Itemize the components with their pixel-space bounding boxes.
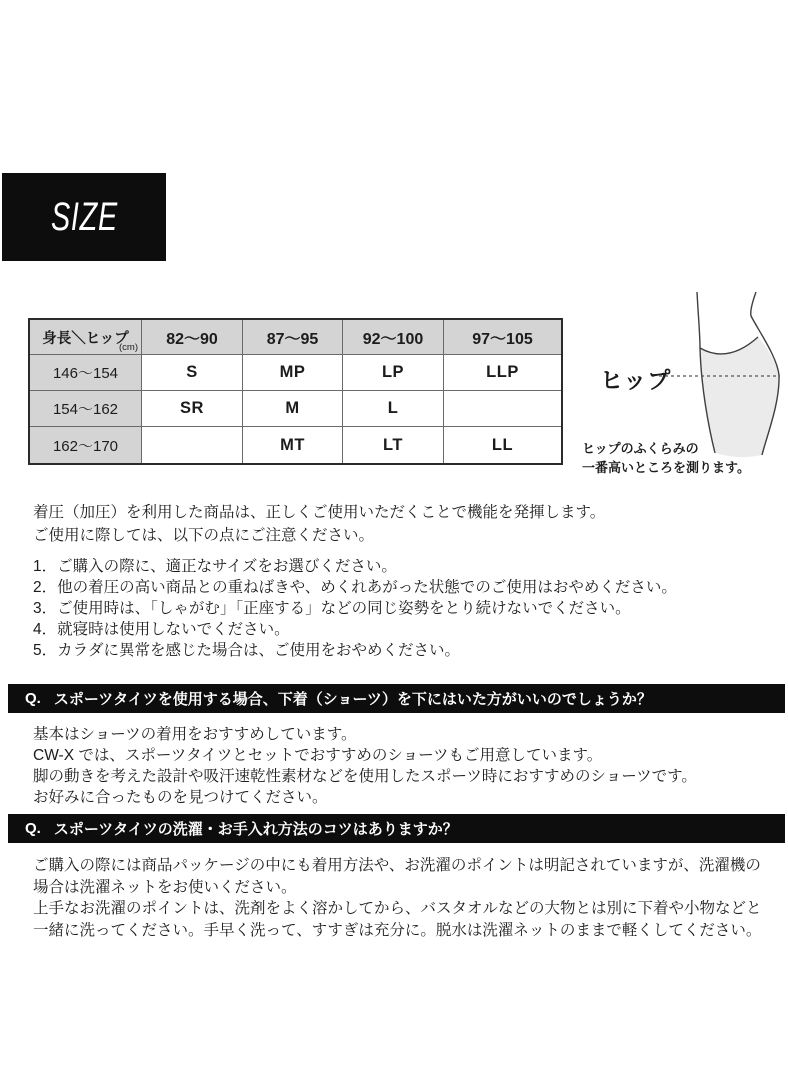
size-cell: LL (491, 435, 514, 454)
size-cell: S (142, 355, 243, 391)
faq-answer-line: 場合は洗濯ネットをお使いください。 (33, 878, 297, 896)
usage-notes-intro (33, 501, 605, 547)
hip-measure-caption (582, 439, 750, 477)
row-header-height: 162〜170 (30, 427, 142, 463)
corner-header-text: 身長＼ヒップ (42, 330, 129, 347)
usage-intro-line: ご使用に際しては、以下の点にご注意ください。 (33, 527, 375, 544)
size-banner-label: SIZE (50, 194, 118, 239)
column-header: 87〜95 (243, 320, 343, 355)
usage-note-item: 5．カラダに異常を感じた場合は、ご使用をおやめください。 (33, 642, 460, 659)
usage-note-item: 2．他の着圧の高い商品との重ねばきや、めくれあがった状態でのご使用はおやめください。 (33, 579, 677, 596)
size-cell-empty (444, 391, 561, 427)
question-prefix: Q. (25, 820, 41, 837)
corner-unit-label: (cm) (119, 342, 138, 353)
row-header-height: 154〜162 (30, 391, 142, 427)
column-header: 92〜100 (343, 320, 444, 355)
size-cell: MT (243, 427, 343, 463)
table-corner-header (30, 320, 142, 355)
faq-answer-line: お好みに合ったものを見つけてください。 (33, 789, 328, 806)
size-cell: SR (142, 391, 243, 427)
hip-caption-line: 一番高いところを測ります。 (582, 460, 750, 475)
usage-note-item: 3．ご使用時は、「しゃがむ」「正座する」などの同じ姿勢をとり続けないでください。 (33, 600, 631, 617)
question-prefix: Q. (25, 690, 41, 707)
column-header: 97〜105 (444, 320, 561, 355)
size-cell: MP (243, 355, 343, 391)
size-cell: LLP (444, 355, 561, 391)
size-cell: M (243, 391, 343, 427)
size-cell: LP (343, 355, 444, 391)
faq-answer-line: CW-X では、スポーツタイツとセットでおすすめのショーツもご用意しています。 (33, 747, 603, 764)
hip-measure-label: ヒップ (600, 367, 672, 393)
faq-answer-line: 基本はショーツの着用をおすすめしています。 (33, 726, 357, 743)
size-section-banner (2, 173, 166, 261)
size-cell-empty (142, 427, 243, 463)
row-header-height: 146〜154 (30, 355, 142, 391)
hip-caption-line: ヒップのふくらみの (582, 441, 699, 456)
faq-answer-line: 脚の動きを考えた設計や吸汗速乾性素材などを使用したスポーツ時におすすめのショーツです。 (33, 768, 697, 785)
hip-body-illustration (655, 285, 788, 460)
faq-question-bar (8, 814, 785, 843)
faq-answer-line: 上手なお洗濯のポイントは、洗剤をよく溶かしてから、バスタオルなどの大物とは別に下着や小物などと (33, 900, 762, 917)
column-header: 82〜90 (142, 320, 243, 355)
faq-answer-line: ご購入の際には商品パッケージの中にも着用方法や、お洗濯のポイントは明記されていますが、洗濯機の (33, 857, 761, 874)
size-chart-table (28, 318, 563, 465)
usage-notes-list (33, 556, 677, 661)
usage-intro-line: 着圧（加圧）を利用した商品は、正しくご使用いただくことで機能を発揮します。 (33, 504, 606, 521)
faq-question-bar (8, 684, 785, 713)
faq-answer (33, 855, 762, 941)
faq-answer-line: 一緒に洗ってください。手早く洗って、すすぎは充分に。脱水は洗濯ネットのままで軽くしてください。 (33, 921, 762, 939)
faq-answer (33, 724, 697, 808)
question-text: スポーツタイツを使用する場合、下着（ショーツ）を下にはいた方がいいのでしょうか？ (53, 691, 652, 708)
usage-note-item: 1．ご購入の際に、適正なサイズをお選びください。 (33, 558, 397, 575)
usage-note-item: 4．就寝時は使用しないでください。 (33, 621, 290, 638)
size-cell: LT (343, 427, 444, 463)
question-text: スポーツタイツの洗濯・お手入れ方法のコツはありますか？ (53, 821, 458, 838)
size-cell: L (343, 391, 444, 427)
